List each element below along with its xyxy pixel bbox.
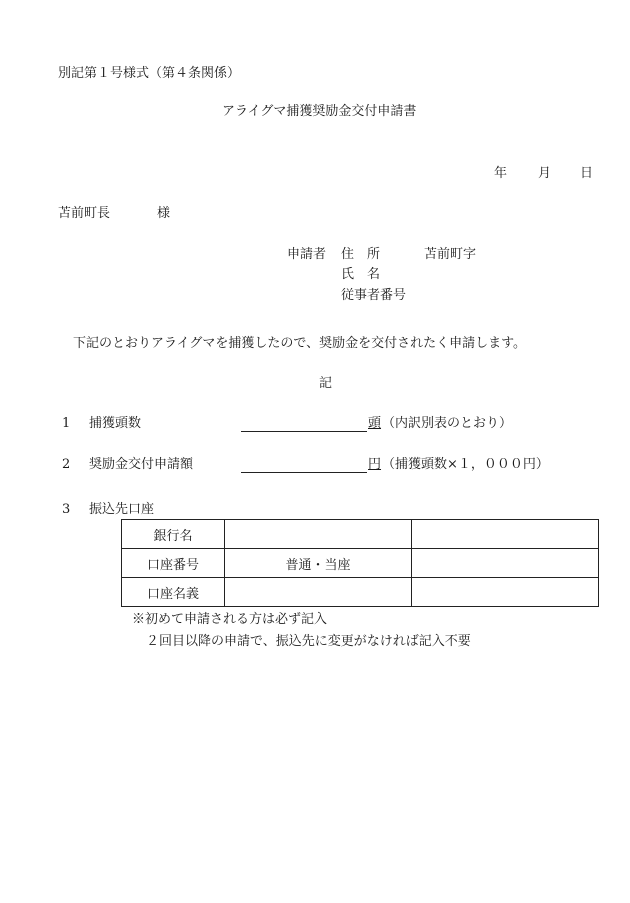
document-title: アライグマ捕獲奨励金交付申請書 <box>222 104 417 119</box>
addressee-honorific: 様 <box>157 206 171 221</box>
item-2-number: 2 <box>62 457 71 472</box>
bank-name-field[interactable] <box>225 520 412 549</box>
item-2-label: 奨励金交付申請額 <box>89 457 194 472</box>
item-3-number: 3 <box>62 502 71 517</box>
note-first-time: ※初めて申請される方は必ず記入 <box>132 612 328 627</box>
address-value: 苫前町字 <box>424 247 477 262</box>
ki-heading: 記 <box>319 376 333 391</box>
item-1-blank-line <box>241 431 367 432</box>
request-body-text: 下記のとおりアライグマを捕獲したので、奨励金を交付されたく申請します。 <box>73 336 527 351</box>
account-holder-label: 口座名義 <box>122 578 225 607</box>
table-row <box>122 578 599 607</box>
account-type-field[interactable]: 普通・当座 <box>225 549 412 578</box>
date-day-label: 日 <box>580 166 594 181</box>
applicant-label: 申請者 <box>287 247 327 262</box>
bank-name-label: 銀行名 <box>122 520 225 549</box>
item-1-label: 捕獲頭数 <box>89 416 142 431</box>
account-number-label: 口座番号 <box>122 549 225 578</box>
item-1-unit: 頭 <box>368 416 382 431</box>
item-2-blank-line <box>241 472 367 473</box>
bank-account-table <box>121 519 599 607</box>
address-label: 住 所 <box>341 247 381 262</box>
item-2-note: （捕獲頭数×１，０００円） <box>382 457 549 472</box>
account-holder-extra-field[interactable] <box>412 578 599 607</box>
bank-branch-field[interactable] <box>412 520 599 549</box>
item-1-number: 1 <box>62 416 71 431</box>
item-2-unit: 円 <box>368 457 382 472</box>
item-3-label: 振込先口座 <box>89 502 155 517</box>
note-repeat-application: ２回目以降の申請で、振込先に変更がなければ記入不要 <box>146 634 471 649</box>
date-year-label: 年 <box>494 166 508 181</box>
account-number-field[interactable] <box>412 549 599 578</box>
account-holder-field[interactable] <box>225 578 412 607</box>
addressee-name: 苫前町長 <box>58 206 111 221</box>
name-label: 氏 名 <box>341 267 381 282</box>
table-row <box>122 549 599 578</box>
worker-number-label: 従事者番号 <box>341 288 407 303</box>
date-month-label: 月 <box>538 166 552 181</box>
item-1-note: （内訳別表のとおり） <box>382 416 513 431</box>
form-number-label: 別記第１号様式（第４条関係） <box>58 66 241 81</box>
table-row <box>122 520 599 549</box>
